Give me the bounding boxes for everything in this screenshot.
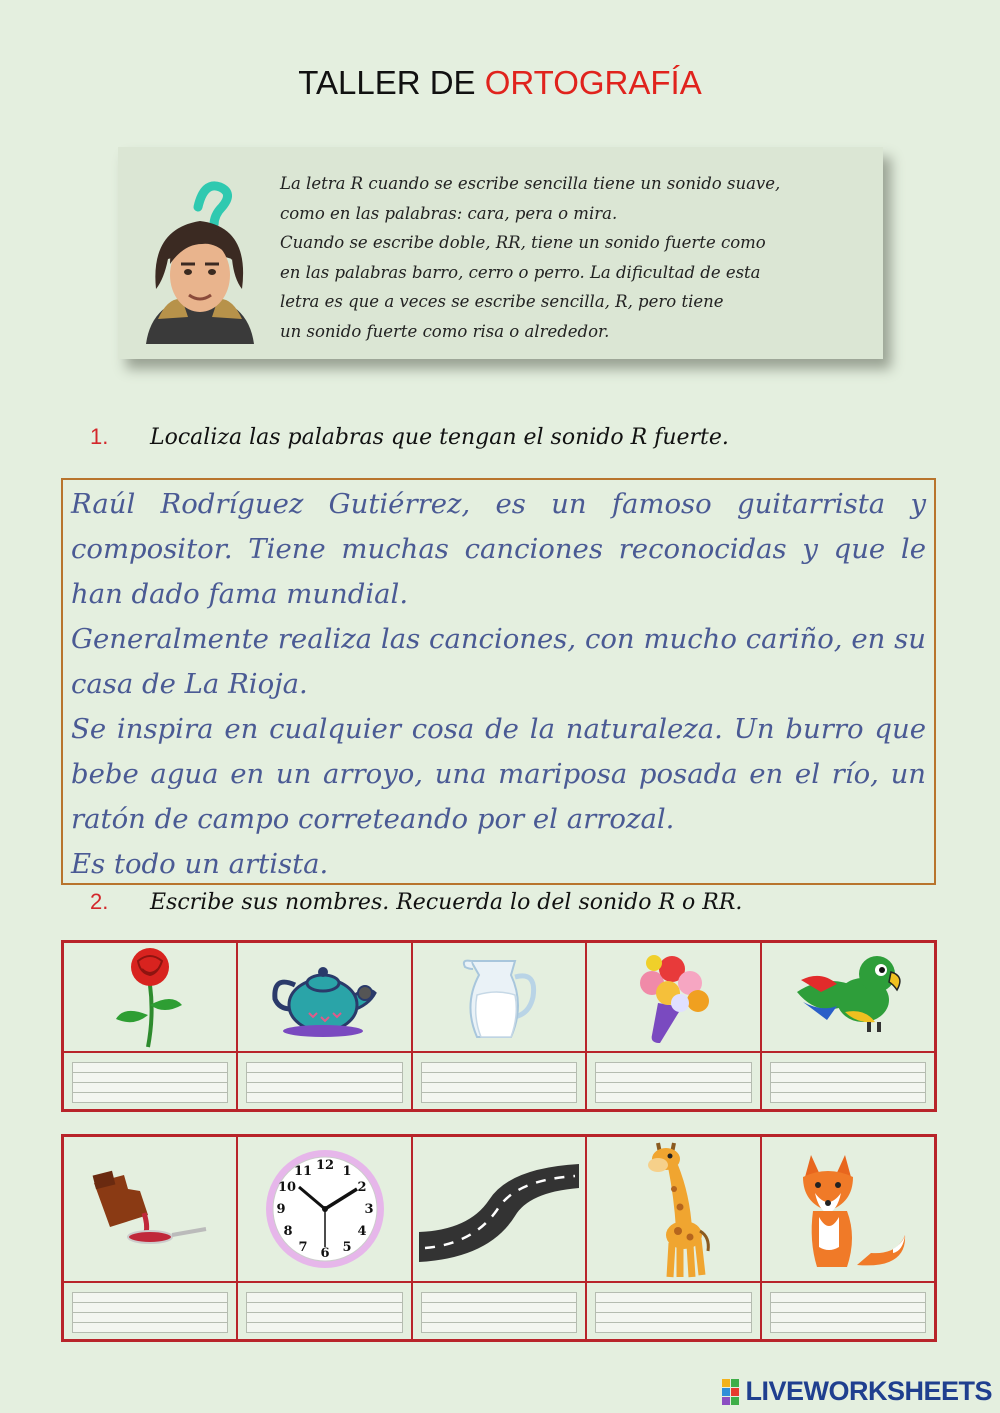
rose-icon bbox=[110, 945, 190, 1049]
question-text: Localiza las palabras que tengan el sonido R fuerte. bbox=[150, 425, 729, 450]
question-text: Escribe sus nombres. Recuerda lo del sonido R o RR. bbox=[150, 890, 743, 915]
jug-icon bbox=[459, 951, 539, 1043]
reading-paragraph[interactable]: Se inspira en cualquier cosa de la naturaleza. Un burro que bebe agua en un arroyo, una mariposa posada en el río, un ratón de campo correteando por el arrozal. bbox=[71, 713, 926, 835]
avatar-icon bbox=[136, 169, 264, 349]
svg-text:9: 9 bbox=[276, 1202, 286, 1217]
reading-paragraph[interactable]: Generalmente realiza las canciones, con mucho cariño, en su casa de La Rioja. bbox=[71, 623, 926, 700]
teapot-icon bbox=[269, 955, 381, 1039]
answer-lines[interactable] bbox=[237, 1052, 411, 1110]
svg-text:10: 10 bbox=[277, 1180, 296, 1195]
info-line: Cuando se escribe doble, RR, tiene un sonido fuerte como bbox=[280, 233, 766, 252]
answer-lines[interactable] bbox=[586, 1052, 760, 1110]
teapot-cell bbox=[237, 942, 411, 1052]
svg-text:11: 11 bbox=[293, 1164, 312, 1179]
answer-lines[interactable] bbox=[63, 1282, 237, 1340]
brand-logo[interactable] bbox=[722, 1376, 992, 1407]
reading-passage[interactable] bbox=[61, 478, 936, 885]
answer-lines[interactable] bbox=[63, 1052, 237, 1110]
info-line: un sonido fuerte como risa o alrededor. bbox=[280, 321, 610, 341]
svg-text:12: 12 bbox=[315, 1158, 334, 1173]
clock-icon bbox=[263, 1147, 387, 1271]
fox-icon bbox=[783, 1147, 913, 1271]
answer-lines[interactable] bbox=[412, 1052, 586, 1110]
info-line: La letra R cuando se escribe sencilla tiene un sonido suave, bbox=[280, 174, 781, 193]
page-title bbox=[0, 64, 1000, 102]
road-cell bbox=[412, 1136, 586, 1282]
answer-lines[interactable] bbox=[761, 1052, 935, 1110]
info-line: letra es que a veces se escribe sencilla, R, pero tiene bbox=[280, 292, 724, 311]
svg-text:6: 6 bbox=[320, 1246, 330, 1261]
svg-text:1: 1 bbox=[342, 1164, 352, 1179]
answer-lines[interactable] bbox=[412, 1282, 586, 1340]
brand-name: LIVEWORKSHEETS bbox=[745, 1376, 992, 1406]
clock-cell bbox=[237, 1136, 411, 1282]
reading-paragraph[interactable]: Es todo un artista. bbox=[71, 848, 329, 880]
question-number: 1. bbox=[90, 424, 109, 449]
question-1 bbox=[90, 424, 729, 450]
jug-cell bbox=[412, 942, 586, 1052]
syrup-cell bbox=[63, 1136, 237, 1282]
parrot-cell bbox=[761, 942, 935, 1052]
svg-text:8: 8 bbox=[283, 1224, 293, 1239]
question-2 bbox=[90, 889, 742, 915]
svg-text:3: 3 bbox=[364, 1202, 374, 1217]
svg-text:4: 4 bbox=[357, 1224, 367, 1239]
title-prefix: TALLER DE bbox=[298, 64, 485, 101]
info-box bbox=[118, 147, 883, 359]
answer-lines[interactable] bbox=[237, 1282, 411, 1340]
bouquet-cell bbox=[586, 942, 760, 1052]
question-number: 2. bbox=[90, 889, 109, 914]
syrup-icon bbox=[90, 1169, 210, 1249]
title-accent: ORTOGRAFÍA bbox=[484, 64, 702, 101]
answer-lines[interactable] bbox=[586, 1282, 760, 1340]
giraffe-icon bbox=[628, 1139, 718, 1279]
info-line: como en las palabras: cara, pera o mira. bbox=[280, 203, 618, 223]
parrot-icon bbox=[793, 952, 903, 1042]
svg-text:5: 5 bbox=[342, 1240, 352, 1255]
reading-paragraph[interactable]: Raúl Rodríguez Gutiérrez, es un famoso guitarrista y compositor. Tiene muchas canciones reconocidas y que le han dado fama mundial. bbox=[71, 488, 926, 610]
info-line: en las palabras barro, cerro o perro. La dificultad de esta bbox=[280, 262, 761, 282]
svg-text:7: 7 bbox=[298, 1240, 308, 1255]
image-grid-1 bbox=[61, 940, 937, 1112]
giraffe-cell bbox=[586, 1136, 760, 1282]
info-text bbox=[280, 169, 876, 346]
answer-lines[interactable] bbox=[761, 1282, 935, 1340]
liveworksheets-icon bbox=[722, 1379, 739, 1405]
fox-cell bbox=[761, 1136, 935, 1282]
rose-cell bbox=[63, 942, 237, 1052]
bouquet-icon bbox=[628, 949, 718, 1045]
image-grid-2 bbox=[61, 1134, 937, 1342]
road-icon bbox=[419, 1154, 579, 1264]
svg-text:2: 2 bbox=[357, 1180, 367, 1195]
